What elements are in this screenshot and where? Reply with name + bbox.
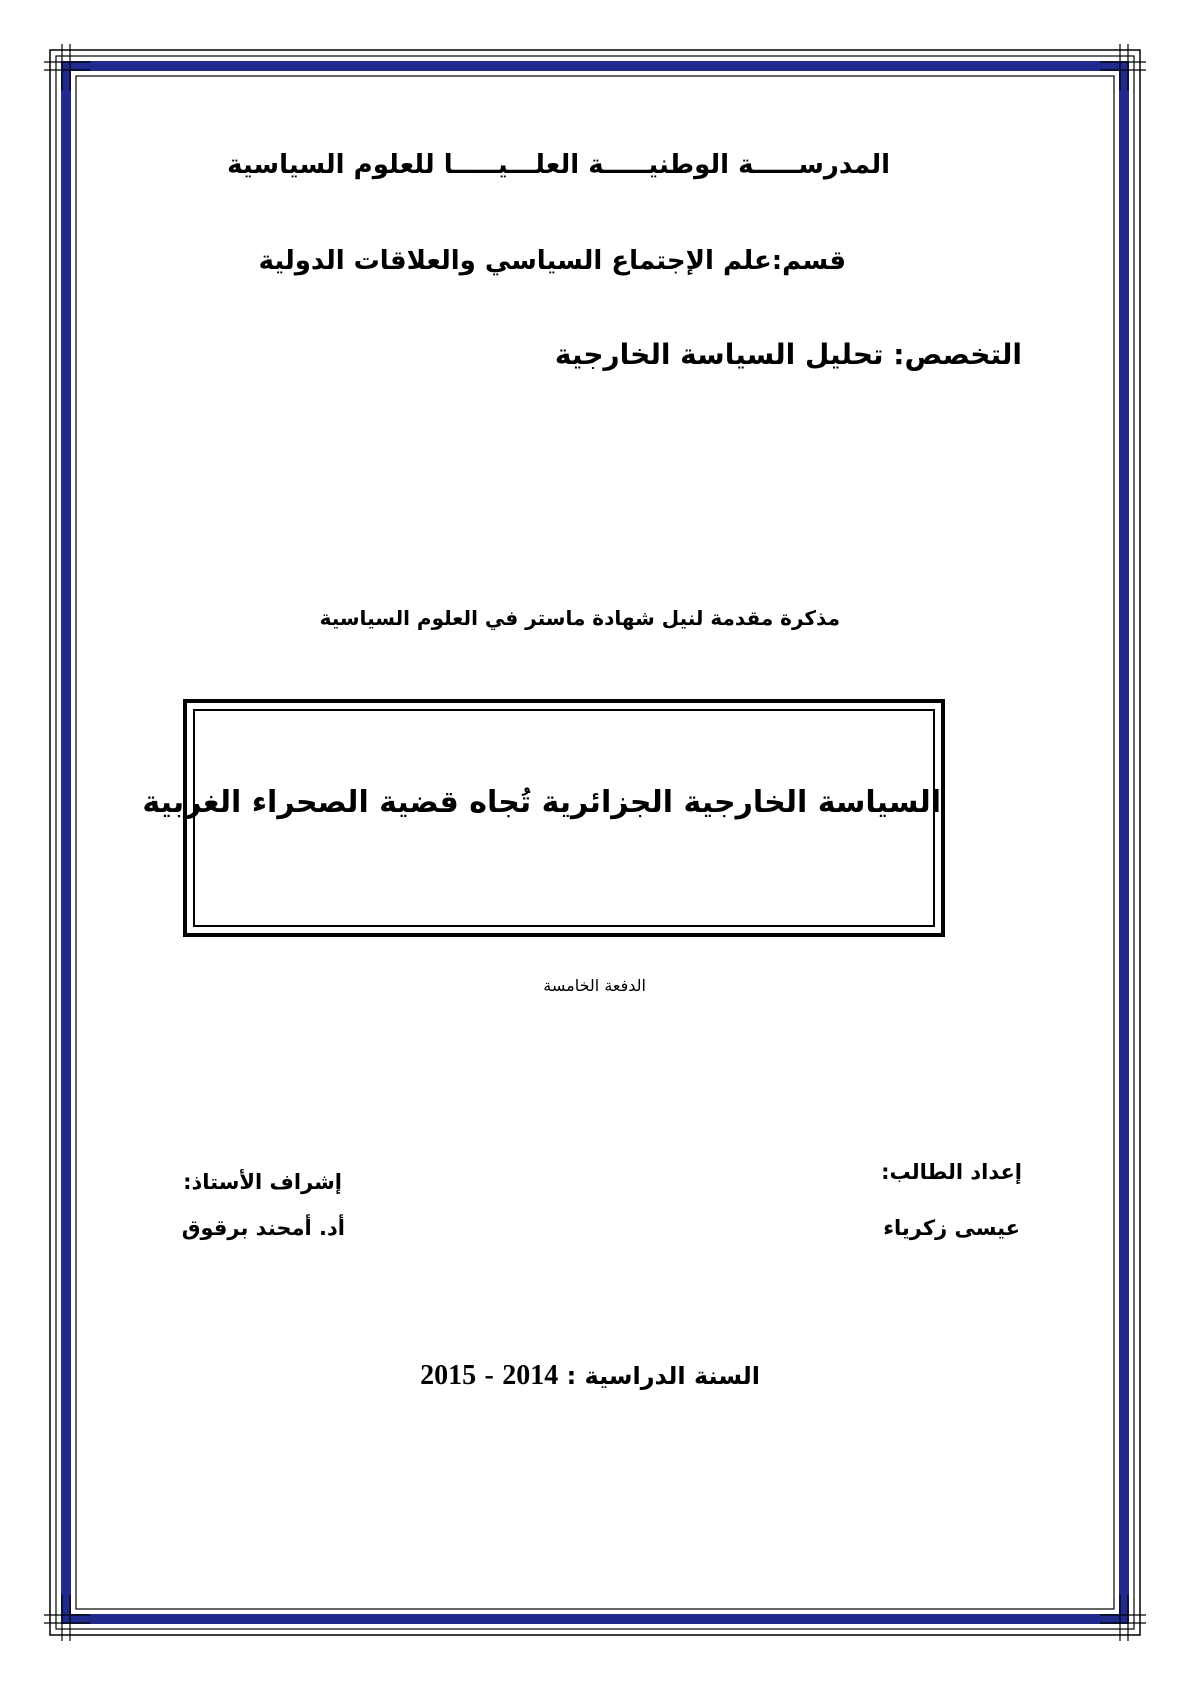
academic-year [420,1360,760,1392]
cohort-label: الدفعة الخامسة [543,976,646,995]
supervisor-name: أد. أمحند برقوق [181,1216,345,1240]
academic-year-label: السنة الدراسية : [566,1362,760,1390]
academic-year-end: 2015 [420,1360,477,1391]
academic-year-separator: - [484,1360,494,1391]
prepared-by-label: إعداد الطالب: [881,1160,1022,1184]
department-name: قسم:علم الإجتماع السياسي والعلاقات الدولية [258,246,846,276]
specialty-line: التخصص: تحليل السياسة الخارجية [554,338,1022,371]
academic-year-start: 2014 [502,1360,559,1391]
student-name: عيسى زكرياء [883,1216,1020,1240]
school-name: المدرســـــة الوطنيـــــة العلـــيـــــا للعلوم السياسية [227,150,890,180]
supervisor-label: إشراف الأستاذ: [183,1170,342,1194]
thesis-title-box [142,699,945,937]
memo-description: مذكرة مقدمة لنيل شهادة ماستر في العلوم السياسية [319,606,840,630]
thesis-title: السياسة الخارجية الجزائرية تُجاه قضية الصحراء الغربية [142,785,941,820]
